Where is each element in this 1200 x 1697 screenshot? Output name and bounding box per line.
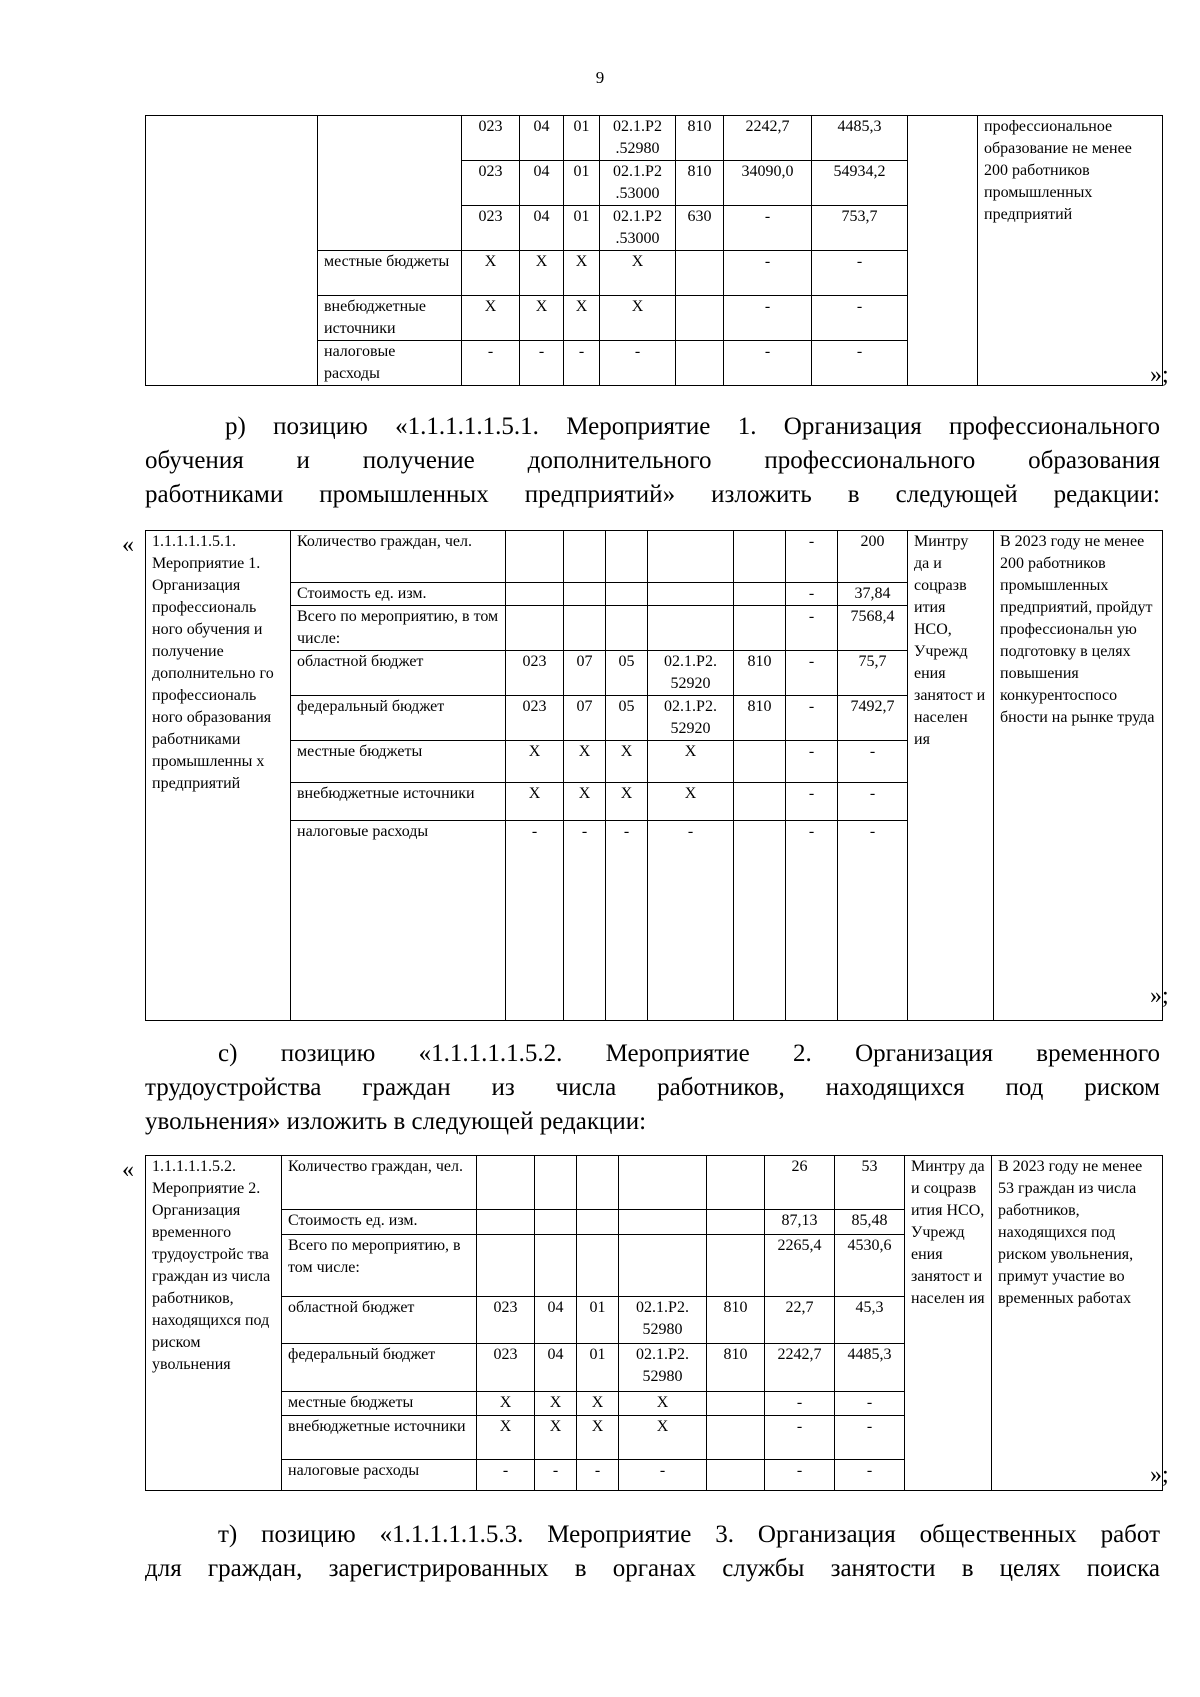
paragraph-line: обучения и получение дополнительного профессионального образования bbox=[145, 447, 1160, 474]
paragraph-line: трудоустройства граждан из числа работников, находящихся под риском bbox=[145, 1074, 1160, 1101]
code-cell: X bbox=[520, 251, 564, 296]
code-cell bbox=[606, 606, 648, 651]
measure-name-cell: 1.1.1.1.1.5.1. Мероприятие 1. Организация профессиональ ного обучения и получение дополнительно го профессиональ ного образования работниками промышленны х предприятий bbox=[146, 531, 291, 1021]
code-cell bbox=[535, 1210, 577, 1234]
code-cell bbox=[535, 1234, 577, 1297]
value-cell: 7492,7 bbox=[838, 696, 908, 741]
row-label: Количество граждан, чел. bbox=[291, 531, 506, 583]
result-cell: В 2023 году не менее 53 граждан из числа работников, находящихся под риском увольнения, примут участие во временных работах bbox=[992, 1156, 1163, 1491]
row-label: Стоимость ед. изм. bbox=[291, 583, 506, 606]
row-label: областной бюджет bbox=[291, 651, 506, 696]
value-cell: - bbox=[812, 296, 908, 341]
code-cell: - bbox=[564, 341, 600, 386]
code-cell: 07 bbox=[564, 696, 606, 741]
code-cell: 01 bbox=[564, 206, 600, 251]
row-label: внебюджетные источники bbox=[318, 296, 462, 341]
row-label: местные бюджеты bbox=[318, 251, 462, 296]
code-cell: 02.1.P2. 52920 bbox=[648, 696, 734, 741]
value-cell: 4485,3 bbox=[812, 116, 908, 161]
code-cell bbox=[707, 1156, 765, 1210]
code-cell: 02.1.P2 .53000 bbox=[600, 206, 676, 251]
value-cell: - bbox=[812, 341, 908, 386]
code-cell: - bbox=[619, 1459, 707, 1490]
code-cell: 01 bbox=[577, 1297, 619, 1344]
value-cell: 53 bbox=[835, 1156, 905, 1210]
row-label: федеральный бюджет bbox=[282, 1344, 477, 1391]
code-cell: 04 bbox=[535, 1344, 577, 1391]
code-cell bbox=[506, 583, 564, 606]
row-label: местные бюджеты bbox=[291, 741, 506, 783]
code-cell: 023 bbox=[462, 206, 520, 251]
value-cell: - bbox=[838, 783, 908, 821]
code-cell: 023 bbox=[506, 651, 564, 696]
code-cell: 810 bbox=[676, 161, 724, 206]
code-cell bbox=[707, 1459, 765, 1490]
code-cell: X bbox=[648, 741, 734, 783]
value-cell: - bbox=[786, 531, 838, 583]
value-cell: 85,48 bbox=[835, 1210, 905, 1234]
code-cell: 07 bbox=[564, 651, 606, 696]
value-cell: - bbox=[835, 1391, 905, 1415]
code-cell: 04 bbox=[520, 161, 564, 206]
row-label: областной бюджет bbox=[282, 1297, 477, 1344]
code-cell bbox=[506, 531, 564, 583]
code-cell bbox=[564, 606, 606, 651]
code-cell bbox=[619, 1156, 707, 1210]
value-cell: - bbox=[724, 296, 812, 341]
code-cell bbox=[734, 783, 786, 821]
value-cell: 200 bbox=[838, 531, 908, 583]
code-cell bbox=[564, 531, 606, 583]
code-cell bbox=[707, 1210, 765, 1234]
executor-cell bbox=[908, 116, 978, 386]
code-cell: X bbox=[600, 296, 676, 341]
paragraph-line: для граждан, зарегистрированных в органах службы занятости в целях поиска bbox=[145, 1555, 1160, 1582]
table-measure-1 bbox=[145, 530, 1163, 1021]
code-cell: 02.1.P2. 52920 bbox=[648, 651, 734, 696]
code-cell: 810 bbox=[707, 1344, 765, 1391]
value-cell: 37,84 bbox=[838, 583, 908, 606]
code-cell: 630 bbox=[676, 206, 724, 251]
value-cell: 7568,4 bbox=[838, 606, 908, 651]
row-label: налоговые расходы bbox=[318, 341, 462, 386]
row-label: Всего по мероприятию, в том числе: bbox=[291, 606, 506, 651]
paragraph-s bbox=[145, 1037, 1160, 1139]
code-cell: 04 bbox=[535, 1297, 577, 1344]
code-cell: - bbox=[577, 1459, 619, 1490]
value-cell: - bbox=[786, 696, 838, 741]
code-cell: X bbox=[564, 251, 600, 296]
row-label: федеральный бюджет bbox=[291, 696, 506, 741]
code-cell bbox=[477, 1210, 535, 1234]
code-cell: 01 bbox=[564, 116, 600, 161]
code-cell: X bbox=[535, 1415, 577, 1459]
result-cell: В 2023 году не менее 200 работников промышленных предприятий, пройдут профессиональн ую подготовку в целях повышения конкурентоспосо бности на рынке труда bbox=[994, 531, 1163, 1021]
value-cell: - bbox=[765, 1459, 835, 1490]
code-cell bbox=[577, 1156, 619, 1210]
row-label: Количество граждан, чел. bbox=[282, 1156, 477, 1210]
code-cell: - bbox=[564, 821, 606, 1021]
value-cell: - bbox=[835, 1415, 905, 1459]
code-cell: X bbox=[462, 296, 520, 341]
value-cell: - bbox=[838, 741, 908, 783]
code-cell: - bbox=[477, 1459, 535, 1490]
code-cell: 05 bbox=[606, 696, 648, 741]
code-cell: X bbox=[577, 1391, 619, 1415]
code-cell: 023 bbox=[462, 116, 520, 161]
executor-cell: Минтру да и соцразв ития НСО, Учрежд ения занятост и населен ия bbox=[905, 1156, 992, 1491]
code-cell: X bbox=[619, 1415, 707, 1459]
row-label: Стоимость ед. изм. bbox=[282, 1210, 477, 1234]
row-label: Всего по мероприятию, в том числе: bbox=[282, 1234, 477, 1297]
code-cell bbox=[707, 1391, 765, 1415]
value-cell: - bbox=[724, 206, 812, 251]
code-cell: 01 bbox=[564, 161, 600, 206]
value-cell: - bbox=[724, 251, 812, 296]
code-cell: X bbox=[577, 1415, 619, 1459]
code-cell: X bbox=[648, 783, 734, 821]
code-cell: - bbox=[535, 1459, 577, 1490]
value-cell: - bbox=[786, 821, 838, 1021]
code-cell: X bbox=[506, 783, 564, 821]
value-cell: - bbox=[786, 651, 838, 696]
value-cell: 75,7 bbox=[838, 651, 908, 696]
value-cell: - bbox=[765, 1391, 835, 1415]
value-cell: - bbox=[838, 821, 908, 1021]
code-cell: - bbox=[606, 821, 648, 1021]
code-cell: - bbox=[520, 341, 564, 386]
code-cell: X bbox=[506, 741, 564, 783]
value-cell: 54934,2 bbox=[812, 161, 908, 206]
paragraph-t bbox=[145, 1518, 1160, 1586]
code-cell bbox=[648, 583, 734, 606]
code-cell bbox=[477, 1234, 535, 1297]
code-cell: - bbox=[462, 341, 520, 386]
code-cell: X bbox=[606, 783, 648, 821]
code-cell: 05 bbox=[606, 651, 648, 696]
value-cell: - bbox=[786, 741, 838, 783]
value-cell: 87,13 bbox=[765, 1210, 835, 1234]
value-cell: - bbox=[786, 783, 838, 821]
code-cell bbox=[648, 606, 734, 651]
code-cell: 810 bbox=[734, 696, 786, 741]
table-row bbox=[146, 116, 1163, 161]
value-cell: 2242,7 bbox=[765, 1344, 835, 1391]
code-cell: 023 bbox=[477, 1297, 535, 1344]
value-cell: 2242,7 bbox=[724, 116, 812, 161]
value-cell: 4530,6 bbox=[835, 1234, 905, 1297]
code-cell: 810 bbox=[734, 651, 786, 696]
value-cell: 22,7 bbox=[765, 1297, 835, 1344]
code-cell: 023 bbox=[477, 1344, 535, 1391]
row-label: местные бюджеты bbox=[282, 1391, 477, 1415]
page-number: 9 bbox=[595, 68, 605, 87]
value-cell: 26 bbox=[765, 1156, 835, 1210]
paragraph-line: увольнения» изложить в следующей редакции: bbox=[145, 1108, 647, 1135]
code-cell: 02.1.P2. 52980 bbox=[619, 1297, 707, 1344]
value-cell: 45,3 bbox=[835, 1297, 905, 1344]
code-cell bbox=[619, 1234, 707, 1297]
name-cell bbox=[146, 116, 318, 386]
value-cell: - bbox=[724, 341, 812, 386]
code-cell bbox=[734, 531, 786, 583]
code-cell: X bbox=[462, 251, 520, 296]
code-cell: X bbox=[564, 741, 606, 783]
code-cell: - bbox=[506, 821, 564, 1021]
table-measure-2 bbox=[145, 1155, 1163, 1491]
code-cell: 02.1.P2 .52980 bbox=[600, 116, 676, 161]
code-cell: 810 bbox=[707, 1297, 765, 1344]
code-cell bbox=[577, 1234, 619, 1297]
code-cell bbox=[619, 1210, 707, 1234]
table-continuation bbox=[145, 115, 1163, 386]
code-cell: 810 bbox=[676, 116, 724, 161]
close-quote-mark: »; bbox=[1150, 983, 1169, 1009]
code-cell bbox=[564, 583, 606, 606]
paragraph-line: р) позицию «1.1.1.1.1.5.1. Мероприятие 1. Организация профессионального bbox=[225, 413, 1160, 440]
close-quote-mark: »; bbox=[1150, 362, 1169, 388]
paragraph-r bbox=[145, 410, 1160, 512]
code-cell: X bbox=[600, 251, 676, 296]
value-cell: - bbox=[786, 606, 838, 651]
code-cell: X bbox=[477, 1415, 535, 1459]
code-cell bbox=[734, 821, 786, 1021]
code-cell bbox=[676, 296, 724, 341]
code-cell: X bbox=[564, 296, 600, 341]
value-cell: 34090,0 bbox=[724, 161, 812, 206]
row-label: налоговые расходы bbox=[282, 1459, 477, 1490]
value-cell: 753,7 bbox=[812, 206, 908, 251]
open-quote-mark: « bbox=[122, 1157, 134, 1183]
value-cell: - bbox=[835, 1459, 905, 1490]
code-cell: X bbox=[606, 741, 648, 783]
code-cell bbox=[707, 1234, 765, 1297]
code-cell bbox=[535, 1156, 577, 1210]
executor-cell: Минтру да и соцразв ития НСО, Учрежд ения занятост и населен ия bbox=[908, 531, 994, 1021]
value-cell: - bbox=[765, 1415, 835, 1459]
code-cell: - bbox=[648, 821, 734, 1021]
code-cell bbox=[734, 741, 786, 783]
table-row bbox=[146, 531, 1163, 583]
value-cell: 4485,3 bbox=[835, 1344, 905, 1391]
code-cell: X bbox=[535, 1391, 577, 1415]
table-row bbox=[146, 1156, 1163, 1210]
measure-name-cell: 1.1.1.1.1.5.2. Мероприятие 2. Организация временного трудоустройс тва граждан из числа работников, находящихся под риском увольнения bbox=[146, 1156, 282, 1491]
value-cell: - bbox=[812, 251, 908, 296]
paragraph-line: с) позицию «1.1.1.1.1.5.2. Мероприятие 2. Организация временного bbox=[218, 1040, 1160, 1067]
code-cell bbox=[676, 341, 724, 386]
open-quote-mark: « bbox=[122, 532, 134, 558]
code-cell: X bbox=[619, 1391, 707, 1415]
code-cell: X bbox=[477, 1391, 535, 1415]
code-cell: 023 bbox=[462, 161, 520, 206]
code-cell bbox=[606, 531, 648, 583]
code-cell: 02.1.P2. 52980 bbox=[619, 1344, 707, 1391]
code-cell bbox=[606, 583, 648, 606]
code-cell: 02.1.P2 .53000 bbox=[600, 161, 676, 206]
row-label: налоговые расходы bbox=[291, 821, 506, 1021]
paragraph-line: т) позицию «1.1.1.1.1.5.3. Мероприятие 3. Организация общественных работ bbox=[218, 1521, 1160, 1548]
code-cell bbox=[506, 606, 564, 651]
value-cell: - bbox=[786, 583, 838, 606]
code-cell: 023 bbox=[506, 696, 564, 741]
code-cell: 01 bbox=[577, 1344, 619, 1391]
code-cell bbox=[676, 251, 724, 296]
code-cell bbox=[648, 531, 734, 583]
code-cell: - bbox=[600, 341, 676, 386]
row-label: внебюджетные источники bbox=[282, 1415, 477, 1459]
code-cell bbox=[577, 1210, 619, 1234]
code-cell bbox=[734, 583, 786, 606]
row-label: внебюджетные источники bbox=[291, 783, 506, 821]
code-cell bbox=[734, 606, 786, 651]
code-cell: X bbox=[520, 296, 564, 341]
code-cell bbox=[477, 1156, 535, 1210]
code-cell bbox=[707, 1415, 765, 1459]
close-quote-mark: »; bbox=[1150, 1462, 1169, 1488]
label-cell bbox=[318, 116, 462, 251]
code-cell: X bbox=[564, 783, 606, 821]
code-cell: 04 bbox=[520, 116, 564, 161]
result-cell: профессиональное образование не менее 200 работников промышленных предприятий bbox=[978, 116, 1163, 386]
paragraph-line: работниками промышленных предприятий» изложить в следующей редакции: bbox=[145, 481, 1160, 508]
code-cell: 04 bbox=[520, 206, 564, 251]
value-cell: 2265,4 bbox=[765, 1234, 835, 1297]
